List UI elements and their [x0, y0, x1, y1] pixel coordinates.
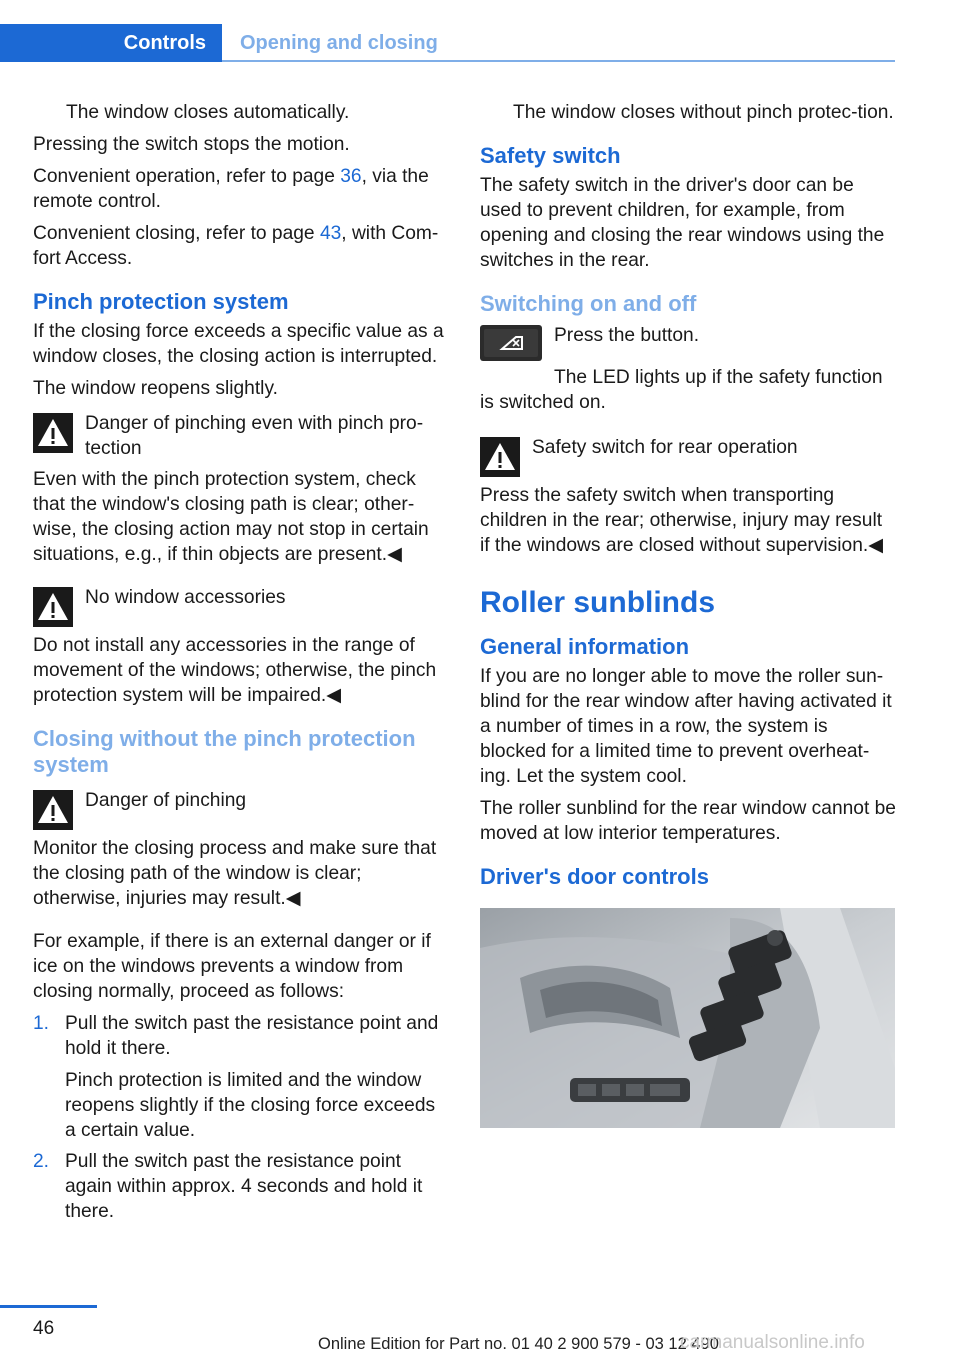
warning-danger-pinching	[33, 788, 448, 911]
warning-accessories	[33, 585, 448, 708]
safety-p: The safety switch in the driver's door can be used to prevent children, for example, from opening and closing the rear windows using the switches in the rear.	[480, 175, 885, 271]
page-header	[0, 0, 895, 62]
warning-title: Safety switch for rear operation	[532, 437, 798, 458]
press-text: Press the button.	[554, 325, 700, 346]
closing-p: For example, if there is an external danger or if ice on the windows prevents a window from closing normally, proceed as follows:	[33, 931, 431, 1002]
subsection-tab: Opening and closing	[240, 31, 438, 54]
pinch-p1: If the closing force exceeds a specific value as a window closes, the closing action is interrupted.	[33, 321, 444, 367]
list-item: 2. Pull the switch past the resistance point again within approx. 4 seconds and hold it there.	[33, 1151, 423, 1222]
warning-icon	[33, 587, 73, 627]
watermark: carmanualsonline.info	[680, 1332, 865, 1353]
footer-rule	[0, 1305, 97, 1308]
warning-title: Danger of pinching even with pinch pro-tection	[85, 413, 424, 459]
pinch-p2: The window reopens slightly.	[33, 378, 278, 399]
left-p2: Pressing the switch stops the motion.	[33, 134, 350, 155]
warning-body: Even with the pinch protection system, check that the window's closing path is clear; other-wise, the closing action may not stop in certain situations, e.g., if thin objects are present.◀	[33, 469, 429, 565]
page-link-36[interactable]: 36	[340, 166, 362, 187]
general-p1: If you are no longer able to move the roller sun-blind for the rear window after having activated it a number of times in a row, the system is blocked for a limited time to prevent overheat-ing. Let the system cool.	[480, 666, 892, 787]
heading-driver: Driver's door controls	[480, 864, 709, 889]
heading-switching: Switching on and off	[480, 291, 697, 316]
warning-pinching	[33, 411, 448, 567]
page-number: 46	[33, 1318, 55, 1339]
warning-icon	[480, 437, 520, 477]
page-link-43[interactable]: 43	[319, 223, 342, 244]
warning-body: Do not install any accessories in the range of movement of the windows; otherwise, the pinch protection system will be impaired.◀	[33, 635, 437, 706]
left-p3: Convenient operation, refer to page 36, via the remote control.	[33, 166, 429, 212]
section-tab: Controls	[0, 24, 222, 62]
edition-text: Online Edition for Part no. 01 40 2 900 579 - 03 12 490	[318, 1335, 719, 1353]
door-controls-photo	[480, 908, 895, 1128]
heading-closing: Closing without the pinch protection system	[33, 726, 416, 777]
header-rule	[222, 60, 895, 62]
right-cont: The window closes without pinch protec-tion.	[513, 102, 894, 123]
warning-icon	[33, 790, 73, 830]
steps-list	[33, 1011, 448, 1224]
warning-icon	[33, 413, 73, 453]
warning-body: Press the safety switch when transporting children in the rear; otherwise, injury may result if the windows are closed without supervision.◀	[480, 485, 883, 556]
heading-general: General information	[480, 634, 690, 659]
left-p1: The window closes automatically.	[66, 102, 350, 123]
general-p2: The roller sunblind for the rear window cannot be moved at low interior temperatures.	[480, 798, 896, 844]
safety-switch-icon	[480, 325, 542, 361]
list-item: 1. Pull the switch past the resistance point and hold it there. Pinch protection is limited and the window reopens slightly if the closing force exceeds a certain value.	[33, 1013, 439, 1141]
right-column	[480, 100, 896, 1135]
warning-title: No window accessories	[85, 587, 286, 608]
heading-roller: Roller sunblinds	[480, 586, 716, 619]
warning-rear-operation	[480, 435, 896, 558]
led-text: The LED lights up if the safety function is switched on.	[480, 367, 883, 413]
safety-button-row	[480, 323, 896, 361]
left-p4: Convenient closing, refer to page 43, with Com-fort Access.	[33, 223, 439, 269]
heading-pinch: Pinch protection system	[33, 289, 289, 314]
warning-body: Monitor the closing process and make sure that the closing path of the window is clear; otherwise, injuries may result.◀	[33, 838, 437, 909]
warning-title: Danger of pinching	[85, 790, 247, 811]
heading-safety: Safety switch	[480, 143, 621, 168]
left-column	[33, 100, 448, 1230]
